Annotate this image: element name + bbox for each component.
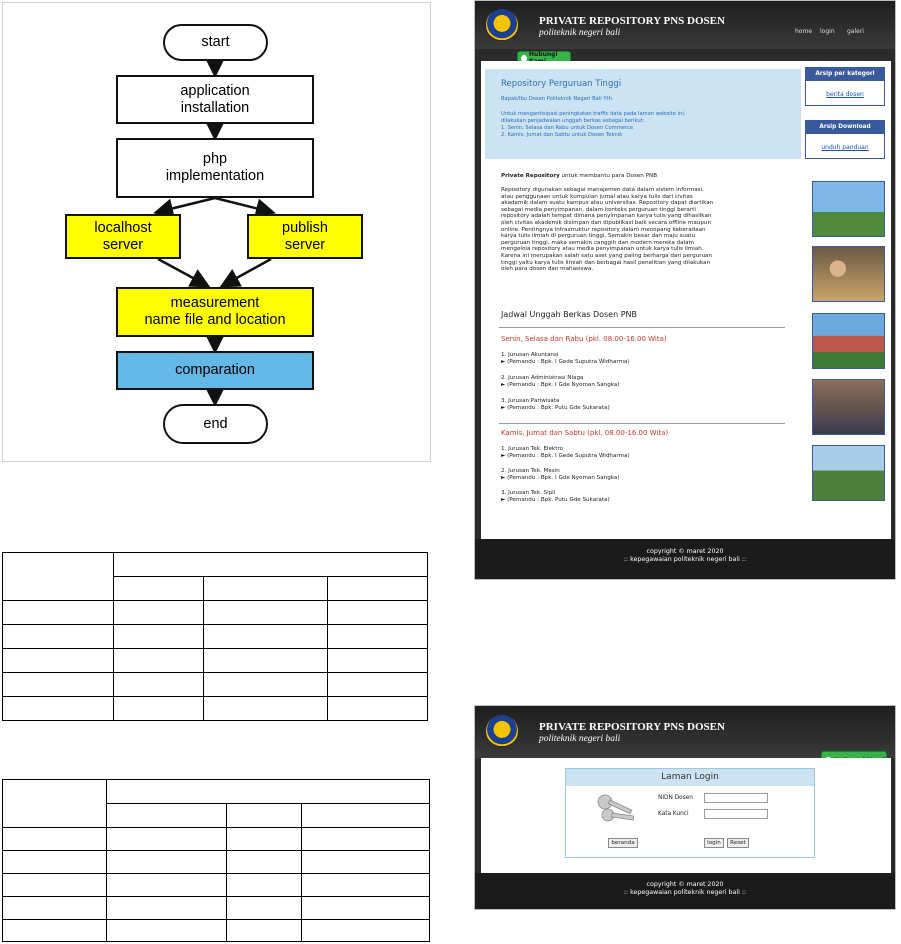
table1-cell xyxy=(204,601,328,625)
login-footer xyxy=(475,873,895,910)
description-line: atau penggunaan untuk kumpulan jumal atau karya tulis dari civitas xyxy=(501,193,693,200)
table2-cell xyxy=(227,874,302,897)
table1-cell xyxy=(114,601,204,625)
table2-cell xyxy=(227,828,302,851)
table1-cell xyxy=(114,625,204,649)
table1-cell xyxy=(204,577,328,601)
nav-home[interactable]: home xyxy=(795,28,813,35)
table2-header-cell xyxy=(3,780,107,828)
table1-cell xyxy=(204,673,328,697)
intro-bold: Private Repository xyxy=(501,173,560,179)
gallery-thumbnail-campus[interactable] xyxy=(812,445,885,501)
sidebar-link-unduh-panduan[interactable]: unduh panduan xyxy=(821,144,869,151)
flow-compare-label: comparation xyxy=(175,362,255,378)
login-site-subtitle: politeknik negeri bali xyxy=(539,734,621,744)
banner-item1: 1. Senin, Selasa dan Rabu untuk Dosen Commerce xyxy=(501,125,634,131)
flow-install-line2: installation xyxy=(180,99,250,116)
login-panel-title: Laman Login xyxy=(566,769,814,786)
flow-localhost xyxy=(65,214,181,259)
table1-cell xyxy=(3,649,114,673)
group1-item1 xyxy=(501,352,630,365)
table2-cell xyxy=(227,851,302,874)
schedule-title: Jadwal Unggah Berkas Dosen PNB xyxy=(501,310,638,319)
password-label: Kata Kunci xyxy=(658,811,689,817)
table2-cell xyxy=(3,828,107,851)
table1-cell xyxy=(328,601,428,625)
flow-measure xyxy=(116,287,314,337)
group1-item3-guide: ► (Pemandu : Bpk. Putu Gde Sukarata) xyxy=(501,404,610,411)
flow-compare xyxy=(116,351,314,390)
flow-php-line1: php xyxy=(202,151,228,167)
schedule-divider xyxy=(499,327,785,328)
group2-item2-name: 2. Jurusan Tek. Mesin xyxy=(501,468,560,474)
table2-cell xyxy=(302,920,430,942)
group2-heading: Kamis, Jumat dan Sabtu (pkl. 08.00-16.00 Wita) xyxy=(501,429,669,437)
flow-measure-line1: measurement xyxy=(170,295,260,311)
description-line: sebagai media penyimpanan, dalam konteks perguruan tinggi berarti xyxy=(501,206,696,213)
group2-item1-name: 1. Jurusan Tek. Elektro xyxy=(501,446,564,452)
sidebar-archive-download-header: Arsip Download xyxy=(806,121,884,134)
login-footer-copyright: copyright © maret 2020 xyxy=(646,881,724,888)
table1-cell xyxy=(114,673,204,697)
table2-cell xyxy=(3,851,107,874)
schedule-divider-2 xyxy=(499,423,785,424)
blank-table-2 xyxy=(2,779,430,942)
flow-publish-line1: publish xyxy=(282,219,328,236)
home-button[interactable]: beranda xyxy=(608,838,638,848)
group1-item2-name: 2. Jurusan Administrasi Niaga xyxy=(501,375,584,381)
nav-galeri[interactable]: galeri xyxy=(847,28,864,35)
table2-header-cell xyxy=(107,780,430,804)
footer-org: :: kepegawaian politeknik negeri bali :: xyxy=(623,556,747,563)
table2-cell xyxy=(302,897,430,920)
table1-cell xyxy=(3,673,114,697)
table2-cell xyxy=(107,851,227,874)
login-content xyxy=(481,758,891,873)
description-line: Karena ini merupakan salah satu aset yang paling berharga dari perguruan xyxy=(501,252,713,259)
table2-cell xyxy=(107,804,227,828)
table1-cell xyxy=(328,697,428,721)
flow-end-label: end xyxy=(203,415,228,432)
login-site-title: PRIVATE REPOSITORY PNS DOSEN xyxy=(539,721,725,733)
description-line: repository adalah tempat dimana penyimpanan karya tulis yang dihasilkan xyxy=(501,213,712,220)
login-footer-org: :: kepegawaian politeknik negeri bali :: xyxy=(623,889,747,896)
group1-item3 xyxy=(501,398,610,411)
group2-item1-guide: ► (Pemandu : Bpk. I Gede Suputra Widharma) xyxy=(501,452,630,459)
table1-cell xyxy=(204,625,328,649)
description-line: online. Pentingnya infrastruktur repository dalam menopang keberadaan xyxy=(501,226,706,233)
flow-install xyxy=(116,75,314,124)
table1-cell xyxy=(114,697,204,721)
flow-publish xyxy=(247,214,363,259)
table2-cell xyxy=(227,897,302,920)
blank-table-1 xyxy=(2,552,428,721)
table2-cell xyxy=(227,804,302,828)
banner-line2: dilakukan penjadwalan unggah berkas sebagai berikut: xyxy=(501,118,645,124)
table2-cell xyxy=(107,920,227,942)
intro-rest: untuk membantu para Dosen PNB xyxy=(559,173,658,179)
table2-cell xyxy=(3,897,107,920)
sidebar-archive-category-header: Arsip per kategori xyxy=(806,68,884,81)
table1-header-cell xyxy=(114,553,428,577)
login-page-screenshot xyxy=(474,705,896,910)
flow-localhost-line1: localhost xyxy=(94,219,152,236)
description-line: Repository digunakan sebagai manajemen data dalam sistem informasi, xyxy=(501,187,704,193)
flow-measure-line2: name file and location xyxy=(144,312,286,328)
table1-cell xyxy=(328,673,428,697)
table1-cell xyxy=(204,697,328,721)
table1-cell xyxy=(3,697,114,721)
flow-install-line1: application xyxy=(180,82,250,99)
gallery-thumbnail-statue[interactable] xyxy=(812,181,885,237)
keys-icon xyxy=(594,791,638,829)
pnb-logo-icon xyxy=(486,9,518,41)
sidebar-archive-download xyxy=(805,120,885,159)
footer-copyright: copyright © maret 2020 xyxy=(646,548,724,555)
repository-home-screenshot xyxy=(474,0,896,580)
site-subtitle: politeknik negeri bali xyxy=(539,28,621,38)
login-button[interactable]: login xyxy=(704,838,724,848)
description-line: oleh para dosen dan mahasiswa. xyxy=(501,266,594,273)
flow-php xyxy=(116,138,314,198)
intro-line xyxy=(501,173,657,180)
table1-cell xyxy=(114,577,204,601)
table2-cell xyxy=(302,804,430,828)
group1-item1-name: 1. Jurusan Akuntansi xyxy=(501,352,559,358)
table1-cell xyxy=(114,649,204,673)
group1-heading: Senin, Selasa dan Rabu (pkl. 08.00-16.00 Wita) xyxy=(501,335,667,343)
banner-item2: 2. Kamis, Jumat dan Sabtu untuk Dosen Teknik xyxy=(501,132,623,138)
gallery-thumbnail-group[interactable] xyxy=(812,379,885,435)
login-panel xyxy=(565,768,815,858)
table2-cell xyxy=(302,874,430,897)
table1-cell xyxy=(3,625,114,649)
flow-localhost-line2: server xyxy=(102,236,144,253)
table1-header-cell xyxy=(3,553,114,601)
group2-item2-guide: ► (Pemandu : Bpk. I Gde Nyoman Sangka) xyxy=(501,474,620,481)
nidn-label: NIDN Dosen xyxy=(658,795,693,801)
gallery-thumbnail-building[interactable] xyxy=(812,313,885,369)
table2-cell xyxy=(107,828,227,851)
table1-cell xyxy=(328,625,428,649)
flow-end xyxy=(163,404,268,444)
flow-publish-line2: server xyxy=(284,236,326,253)
sidebar-link-berita-dosen[interactable]: berita dosen xyxy=(826,91,864,98)
gallery-thumbnail-meeting[interactable] xyxy=(812,246,885,302)
group2-item2 xyxy=(501,468,620,481)
banner-line1: Untuk mengantisipasi peningkatan traffic data pada laman website ini, xyxy=(501,111,686,117)
group1-item2-guide: ► (Pemandu : Bpk. I Gde Nyoman Sangka) xyxy=(501,381,620,388)
banner-heading: Repository Perguruan Tinggi xyxy=(501,79,622,89)
description-line: perguruan tinggi, maka semakin canggih dan modern mereka dalam xyxy=(501,239,694,246)
table2-cell xyxy=(302,828,430,851)
group2-item3 xyxy=(501,490,610,503)
flowchart-figure xyxy=(2,2,431,462)
nav-login[interactable]: login xyxy=(820,28,835,35)
reset-button[interactable]: Reset xyxy=(727,838,749,848)
table1-cell xyxy=(328,649,428,673)
description-line: akademik dalam suatu kampus atau universitas. Repository dapat diartikan xyxy=(501,200,714,207)
nidn-input[interactable] xyxy=(704,793,768,803)
flow-start xyxy=(163,24,268,61)
table1-cell xyxy=(328,577,428,601)
site-title: PRIVATE REPOSITORY PNS DOSEN xyxy=(539,15,725,27)
table2-cell xyxy=(3,920,107,942)
table2-cell xyxy=(3,874,107,897)
group1-item1-guide: ► (Pemandu : Bpk. I Gede Suputra Widharma) xyxy=(501,358,630,365)
table2-cell xyxy=(107,897,227,920)
description-line: mengelola repository atau media penyimpanan untuk karya tulis ilmiah. xyxy=(501,246,704,253)
repository-description xyxy=(501,187,791,273)
description-line: karya tulis ilmiah di perguruan tinggi. Semakin besar dan maju suatu xyxy=(501,233,696,240)
flow-php-line2: implementation xyxy=(165,168,265,184)
banner-greeting: Bapak/Ibu Dosen Politeknik Negeri Bali Yth. xyxy=(501,96,614,102)
description-line: oleh civitas akademik disimpan dan dipublikasi baik secara offline maupun xyxy=(501,219,711,226)
table2-cell xyxy=(107,874,227,897)
content-area xyxy=(481,61,891,539)
description-line: tinggi yaitu karya tulis ilmiah dan berbagai hasil penelitian yang dilakukan xyxy=(501,259,710,266)
password-input[interactable] xyxy=(704,809,768,819)
group1-item2 xyxy=(501,375,620,388)
group2-item3-name: 3. Jurusan Tek. Sipil xyxy=(501,490,556,496)
table2-cell xyxy=(302,851,430,874)
group2-item3-guide: ► (Pemandu : Bpk. Putu Gde Sukarata) xyxy=(501,496,610,503)
pnb-logo-icon xyxy=(486,715,518,747)
table1-cell xyxy=(204,649,328,673)
group2-item1 xyxy=(501,446,630,459)
contact-button-label: Hubungi xyxy=(529,51,558,58)
sidebar-archive-category xyxy=(805,67,885,106)
flow-start-label: start xyxy=(201,34,230,50)
group1-item3-name: 3. Jurusan Pariwisata xyxy=(501,398,560,404)
site-footer xyxy=(475,539,895,580)
table2-cell xyxy=(227,920,302,942)
table1-cell xyxy=(3,601,114,625)
